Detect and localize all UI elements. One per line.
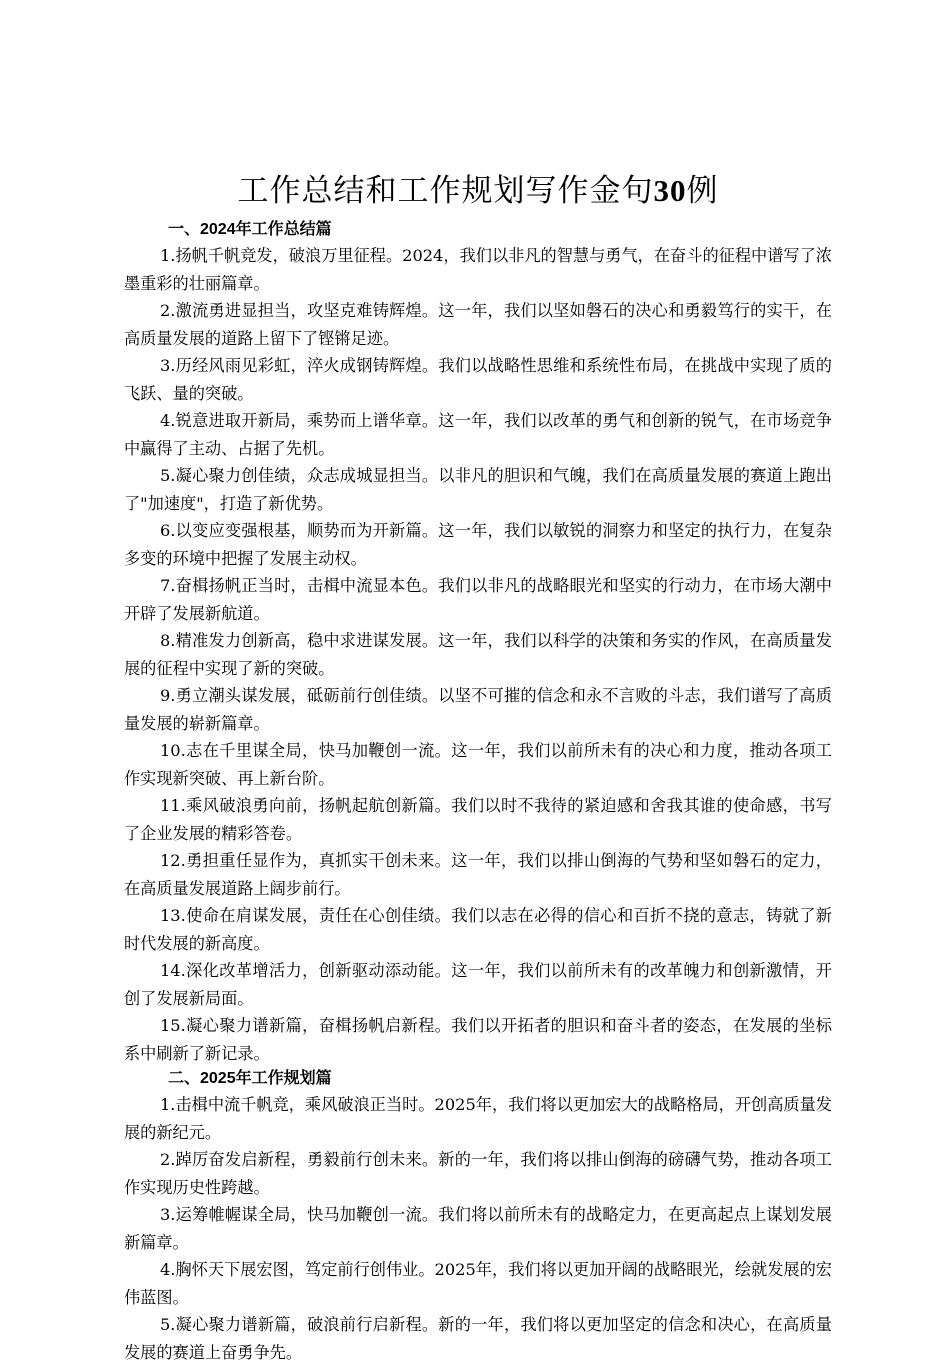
section-plan-2025 — [124, 1067, 832, 1366]
list-item: 1.扬帆千帆竞发，破浪万里征程。2024，我们以非凡的智慧与勇气，在奋斗的征程中谱写了浓墨重彩的壮丽篇章。 — [124, 246, 832, 293]
list-item: 2.踔厉奋发启新程，勇毅前行创未来。新的一年，我们将以排山倒海的磅礴气势，推动各项工作实现历史性跨越。 — [124, 1150, 832, 1197]
list-item: 2.激流勇进显担当，攻坚克难铸辉煌。这一年，我们以坚如磐石的决心和勇毅笃行的实干，在高质量发展的道路上留下了铿锵足迹。 — [124, 301, 832, 348]
section-heading: 一、2024年工作总结篇 — [168, 221, 332, 238]
list-item: 5.凝心聚力谱新篇，破浪前行启新程。新的一年，我们将以更加坚定的信念和决心，在高质量发展的赛道上奋勇争先。 — [124, 1315, 832, 1362]
list-item: 4.锐意进取开新局，乘势而上谱华章。这一年，我们以改革的勇气和创新的锐气，在市场竞争中赢得了主动、占据了先机。 — [124, 411, 832, 458]
list-item: 9.勇立潮头谋发展，砥砺前行创佳绩。以坚不可摧的信念和永不言败的斗志，我们谱写了高质量发展的崭新篇章。 — [124, 686, 832, 733]
document-title — [124, 166, 832, 216]
list-item: 6.以变应变强根基，顺势而为开新篇。这一年，我们以敏锐的洞察力和坚定的执行力，在复杂多变的环境中把握了发展主动权。 — [124, 521, 832, 568]
section-summary-2024 — [124, 218, 832, 1067]
list-item: 14.深化改革增活力，创新驱动添动能。这一年，我们以前所未有的改革魄力和创新激情，开创了发展新局面。 — [124, 961, 832, 1008]
list-item: 10.志在千里谋全局，快马加鞭创一流。这一年，我们以前所未有的决心和力度，推动各项工作实现新突破、再上新台阶。 — [124, 741, 832, 788]
list-item: 7.奋楫扬帆正当时，击楫中流显本色。我们以非凡的战略眼光和坚实的行动力，在市场大潮中开辟了发展新航道。 — [124, 576, 832, 623]
list-item: 13.使命在肩谋发展，责任在心创佳绩。我们以志在必得的信心和百折不挠的意志，铸就了新时代发展的新高度。 — [124, 906, 832, 953]
list-item: 3.运筹帷幄谋全局，快马加鞭创一流。我们将以前所未有的战略定力，在更高起点上谋划发展新篇章。 — [124, 1205, 832, 1252]
list-item: 8.精准发力创新高，稳中求进谋发展。这一年，我们以科学的决策和务实的作风，在高质量发展的征程中实现了新的突破。 — [124, 631, 832, 678]
list-item: 5.凝心聚力创佳绩，众志成城显担当。以非凡的胆识和气魄，我们在高质量发展的赛道上跑出了"加速度"，打造了新优势。 — [124, 466, 832, 513]
list-item: 1.击楫中流千帆竞，乘风破浪正当时。2025年，我们将以更加宏大的战略格局，开创高质量发展的新纪元。 — [124, 1095, 832, 1142]
list-item: 4.胸怀天下展宏图，笃定前行创伟业。2025年，我们将以更加开阔的战略眼光，绘就发展的宏伟蓝图。 — [124, 1260, 832, 1307]
list-item: 3.历经风雨见彩虹，淬火成钢铸辉煌。我们以战略性思维和系统性布局，在挑战中实现了质的飞跃、量的突破。 — [124, 356, 832, 403]
list-item: 15.凝心聚力谱新篇，奋楫扬帆启新程。我们以开拓者的胆识和奋斗者的姿态，在发展的坐标系中刷新了新记录。 — [124, 1016, 832, 1063]
list-item: 12.勇担重任显作为，真抓实干创未来。这一年，我们以排山倒海的气势和坚如磐石的定力，在高质量发展道路上阔步前行。 — [124, 851, 832, 898]
list-item: 11.乘风破浪勇向前，扬帆起航创新篇。我们以时不我待的紧迫感和舍我其谁的使命感，书写了企业发展的精彩答卷。 — [124, 796, 832, 843]
title-text: 工作总结和工作规划写作金句 — [237, 173, 654, 209]
title-suffix: 例 — [686, 173, 719, 209]
section-heading: 二、2025年工作规划篇 — [168, 1070, 332, 1087]
title-number: 30 — [653, 173, 687, 208]
